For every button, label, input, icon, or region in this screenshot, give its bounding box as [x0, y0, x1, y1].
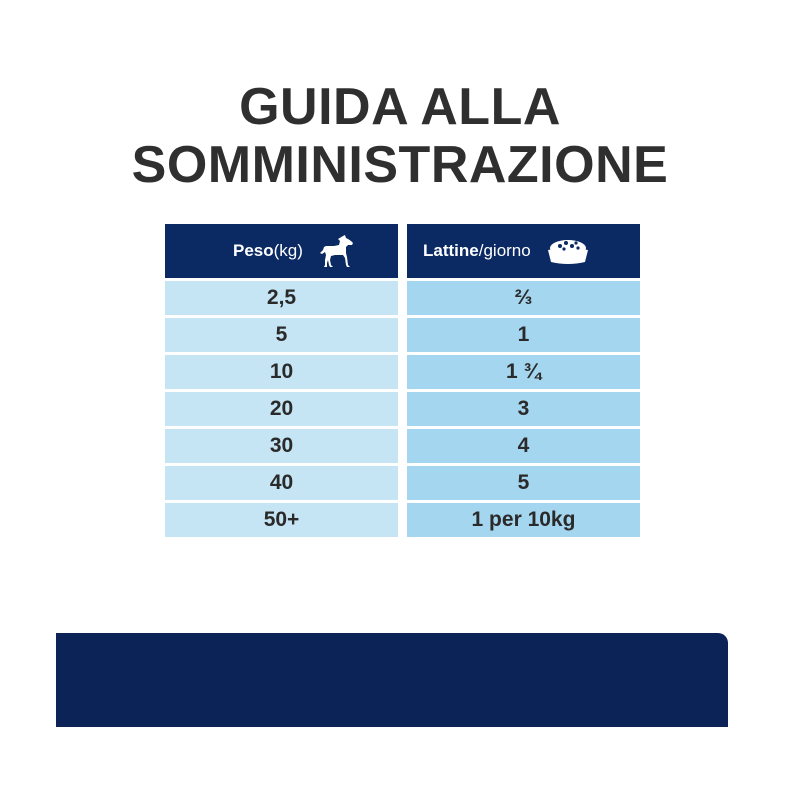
cans-cell: 1 ¾ [407, 355, 640, 389]
table-row [165, 429, 640, 463]
cans-cell: 4 [407, 429, 640, 463]
table-row [165, 355, 640, 389]
weight-cell: 30 [165, 429, 398, 463]
table-row [165, 318, 640, 352]
table-row [165, 466, 640, 500]
table-header [165, 224, 640, 278]
page-title [0, 78, 800, 194]
table-row [165, 392, 640, 426]
weight-cell: 2,5 [165, 281, 398, 315]
cans-cell: 3 [407, 392, 640, 426]
weight-cell: 20 [165, 392, 398, 426]
header-weight [165, 224, 398, 278]
header-weight-label: Peso [233, 241, 274, 260]
cans-cell: 5 [407, 466, 640, 500]
header-cans-unit: /giorno [478, 241, 531, 260]
cans-cell: 1 [407, 318, 640, 352]
food-bowl-icon [545, 236, 591, 266]
cans-cell: 1 per 10kg [407, 503, 640, 537]
cans-cell: ⅔ [407, 281, 640, 315]
dog-icon [317, 234, 355, 268]
feeding-table [165, 224, 640, 537]
header-weight-unit: (kg) [273, 241, 303, 260]
table-row [165, 503, 640, 537]
table-row [165, 281, 640, 315]
header-cans-label: Lattine [423, 241, 479, 260]
weight-cell: 50+ [165, 503, 398, 537]
weight-cell: 40 [165, 466, 398, 500]
title-line-1: GUIDA ALLA [239, 78, 561, 136]
header-cans [407, 224, 640, 278]
title-line-2: SOMMINISTRAZIONE [131, 136, 669, 194]
weight-cell: 10 [165, 355, 398, 389]
weight-cell: 5 [165, 318, 398, 352]
footer-bar [56, 633, 728, 727]
